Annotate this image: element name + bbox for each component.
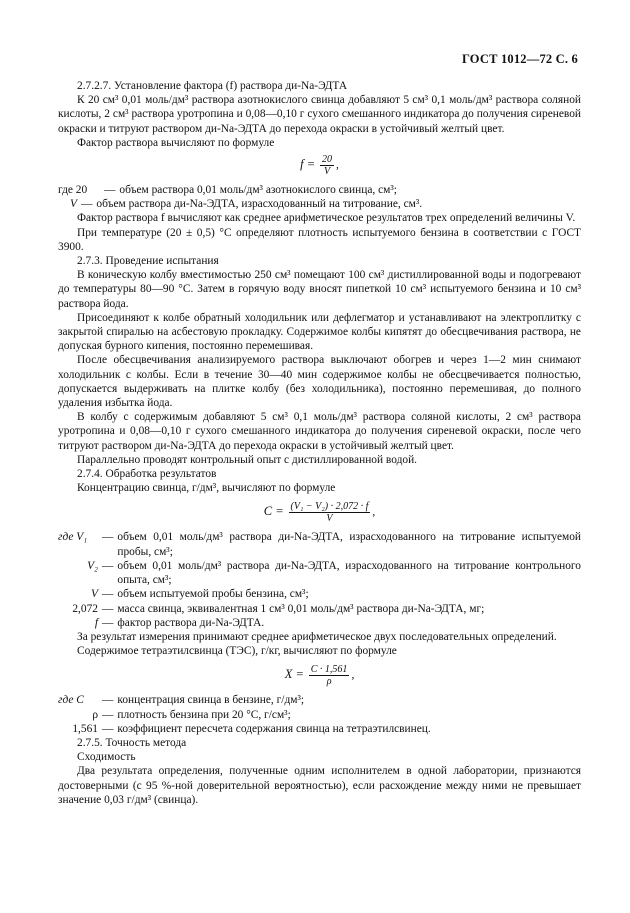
definition-text: концентрация свинца в бензине, г/дм³; xyxy=(117,694,305,707)
definition-item xyxy=(58,559,581,587)
formula-intro: Содержимое тетраэтилсвинца (ТЭС), г/кг, вычисляют по формуле xyxy=(77,645,397,658)
section-heading-274: 2.7.4. Обработка результатов xyxy=(77,468,217,481)
definition-dash: — xyxy=(102,708,114,721)
paragraph: В колбу с содержимым добавляют 5 см³ 0,1 моль/дм³ раствора соляной кислоты, 2 см³ раствора уротропина и 0,08—0,10 г сухого смешанного индикатора до получения сиреневой окраски, после чего титруют раствором ди-Na-ЭДТА до перехода окраски в устойчивый желтый цвет. xyxy=(58,411,581,452)
definition-dash: — xyxy=(102,616,114,629)
definition-dash: — xyxy=(102,588,114,601)
formula-numerator: C · 1,561 xyxy=(310,664,348,676)
definition-symbol: где V₁ xyxy=(58,531,88,544)
definition-dash: — xyxy=(102,694,114,707)
definition-text: плотность бензина при 20 °С, г/см³; xyxy=(117,708,291,721)
page-header: ГОСТ 1012—72 С. 6 xyxy=(461,52,578,66)
definition-dash: — xyxy=(104,184,116,197)
section-heading-273: 2.7.3. Проведение испытания xyxy=(77,255,219,268)
paragraph: После обесцвечивания анализируемого раствора выключают обогрев и через 1—2 мин снимают холодильник с колбы. Если в течение 30—40 мин содержимое колбы не обесцвечивается полностью, допускается выдерживать на плитке колбу (без холодильника), постоянно перемешивая, до полного удаления избытка йода. xyxy=(58,354,581,410)
definition-dash: — xyxy=(102,559,114,572)
definition-symbol: ρ xyxy=(92,708,98,721)
definition-text: фактор раствора ди-Na-ЭДТА. xyxy=(117,616,265,629)
definition-text: коэффициент пересчета содержания свинца на тетраэтилсвинец. xyxy=(117,722,431,735)
definition-item xyxy=(58,616,581,630)
definitions-list xyxy=(58,693,581,736)
definition-symbol: V₂ xyxy=(87,559,98,572)
definition-item xyxy=(58,183,581,197)
formula-intro: Концентрацию свинца, г/дм³, вычисляют по формуле xyxy=(77,482,336,495)
definition-symbol: f xyxy=(94,616,98,629)
definition-text: объем 0,01 моль/дм³ раствора ди-Na-ЭДТА, израсходованного на титрование контрольного опыта, см³; xyxy=(117,559,581,587)
formula-intro: Фактор раствора вычисляют по формуле xyxy=(77,136,275,149)
paragraph: За результат измерения принимают среднее арифметическое двух последовательных определений. xyxy=(77,630,557,643)
formula-denominator: V xyxy=(326,513,333,525)
paragraph: Присоединяют к колбе обратный холодильник или дефлегматор и устанавливают на электроплитку с закрытой спиралью на асбестовую прокладку. Содержимое колбы кипятят до обесцвечивания раствора, не допуская бурного кипения, постоянно перемешивая. xyxy=(58,311,581,353)
definition-item xyxy=(58,708,581,722)
formula-factor xyxy=(58,154,581,177)
formula-lhs: X = xyxy=(284,667,304,682)
definition-symbol: где 20 xyxy=(58,184,88,197)
formula-denominator: V xyxy=(323,166,331,178)
formula-denominator: ρ xyxy=(326,676,332,688)
section-heading-275: 2.7.5. Точность метода xyxy=(77,736,187,749)
formula-numerator: 20 xyxy=(322,154,333,166)
subheading-repeatability: Сходимость xyxy=(77,751,136,764)
paragraph: Два результата определения, полученные одним исполнителем в одной лаборатории, признаются достоверными (с 95 %-ной доверительной вероятностью), если расхождение между ними не превышает значение 0,03 г/дм³ (свинца). xyxy=(58,765,581,806)
formula-lead-concentration xyxy=(58,501,581,524)
formula-tail: , xyxy=(351,669,355,682)
formula-tes xyxy=(58,664,581,687)
paragraph: При температуре (20 ± 0,5) °С определяют плотность испытуемого бензина в соответствии с ГОСТ 3900. xyxy=(58,226,581,253)
definition-dash: — xyxy=(102,602,114,615)
definitions-list xyxy=(58,530,581,629)
formula-lhs: C = xyxy=(263,504,284,519)
paragraph: В коническую колбу вместимостью 250 см³ помещают 100 см³ дистиллированной воды и подогревают до температуры 80—90 °С. Затем в горячую воду вносят пипеткой 10 см³ испытуемого бензина и 10 см³ раствора йода. xyxy=(58,269,581,310)
paragraph: Параллельно проводят контрольный опыт с дистиллированной водой. xyxy=(77,453,418,466)
definition-item xyxy=(58,693,581,707)
definition-text: объем испытуемой пробы бензина, см³; xyxy=(117,588,309,601)
formula-tail: , xyxy=(372,506,376,519)
definition-text: объем 0,01 моль/дм³ раствора ди-Na-ЭДТА, израсходованного на титрование испытуемой пробы, см³; xyxy=(117,531,581,558)
formula-fraction xyxy=(289,501,371,524)
formula-tail: , xyxy=(336,159,339,172)
definition-symbol: V xyxy=(70,198,77,211)
formula-lhs: f = xyxy=(300,157,316,172)
definition-text: масса свинца, эквивалентная 1 см³ 0,01 моль/дм³ раствора ди-Na-ЭДТА, мг; xyxy=(117,602,485,615)
definition-dash: — xyxy=(102,722,114,735)
definition-symbol: 2,072 xyxy=(72,602,98,615)
paragraph: Фактор раствора f вычисляют как среднее арифметическое результатов трех определений величины V. xyxy=(77,212,576,225)
formula-fraction xyxy=(309,664,350,687)
definition-item xyxy=(58,530,581,558)
definition-symbol: 1,561 xyxy=(72,722,98,735)
formula-fraction xyxy=(320,154,334,177)
definition-item xyxy=(58,197,581,211)
page-content xyxy=(58,79,581,807)
paragraph: К 20 см³ 0,01 моль/дм³ раствора азотнокислого свинца добавляют 5 см³ 0,1 моль/дм³ раствора соляной кислоты, 2 см³ раствора уротропина и 0,08—0,10 г сухого смешанного индикатора до получения сиреневой окраски и титруют раствором ди-Na-ЭДТА до перехода окраски в устойчивый желтый цвет. xyxy=(58,94,581,135)
definition-item xyxy=(58,602,581,616)
definition-item xyxy=(58,587,581,601)
definition-symbol: V xyxy=(91,588,98,601)
formula-numerator: (V₁ − V₂) · 2,072 · f xyxy=(290,501,369,513)
definition-dash: — xyxy=(102,531,114,544)
definition-dash: — xyxy=(81,198,93,211)
definition-text: объем раствора 0,01 моль/дм³ азотнокислого свинца, см³; xyxy=(119,184,397,197)
definition-text: объем раствора ди-Na-ЭДТА, израсходованный на титрование, см³. xyxy=(96,198,423,211)
section-heading-2727: 2.7.2.7. Установление фактора (f) раствора ди-Na-ЭДТА xyxy=(77,80,348,92)
definition-symbol: где C xyxy=(58,694,84,707)
definitions-list xyxy=(58,183,581,211)
definition-item xyxy=(58,722,581,736)
